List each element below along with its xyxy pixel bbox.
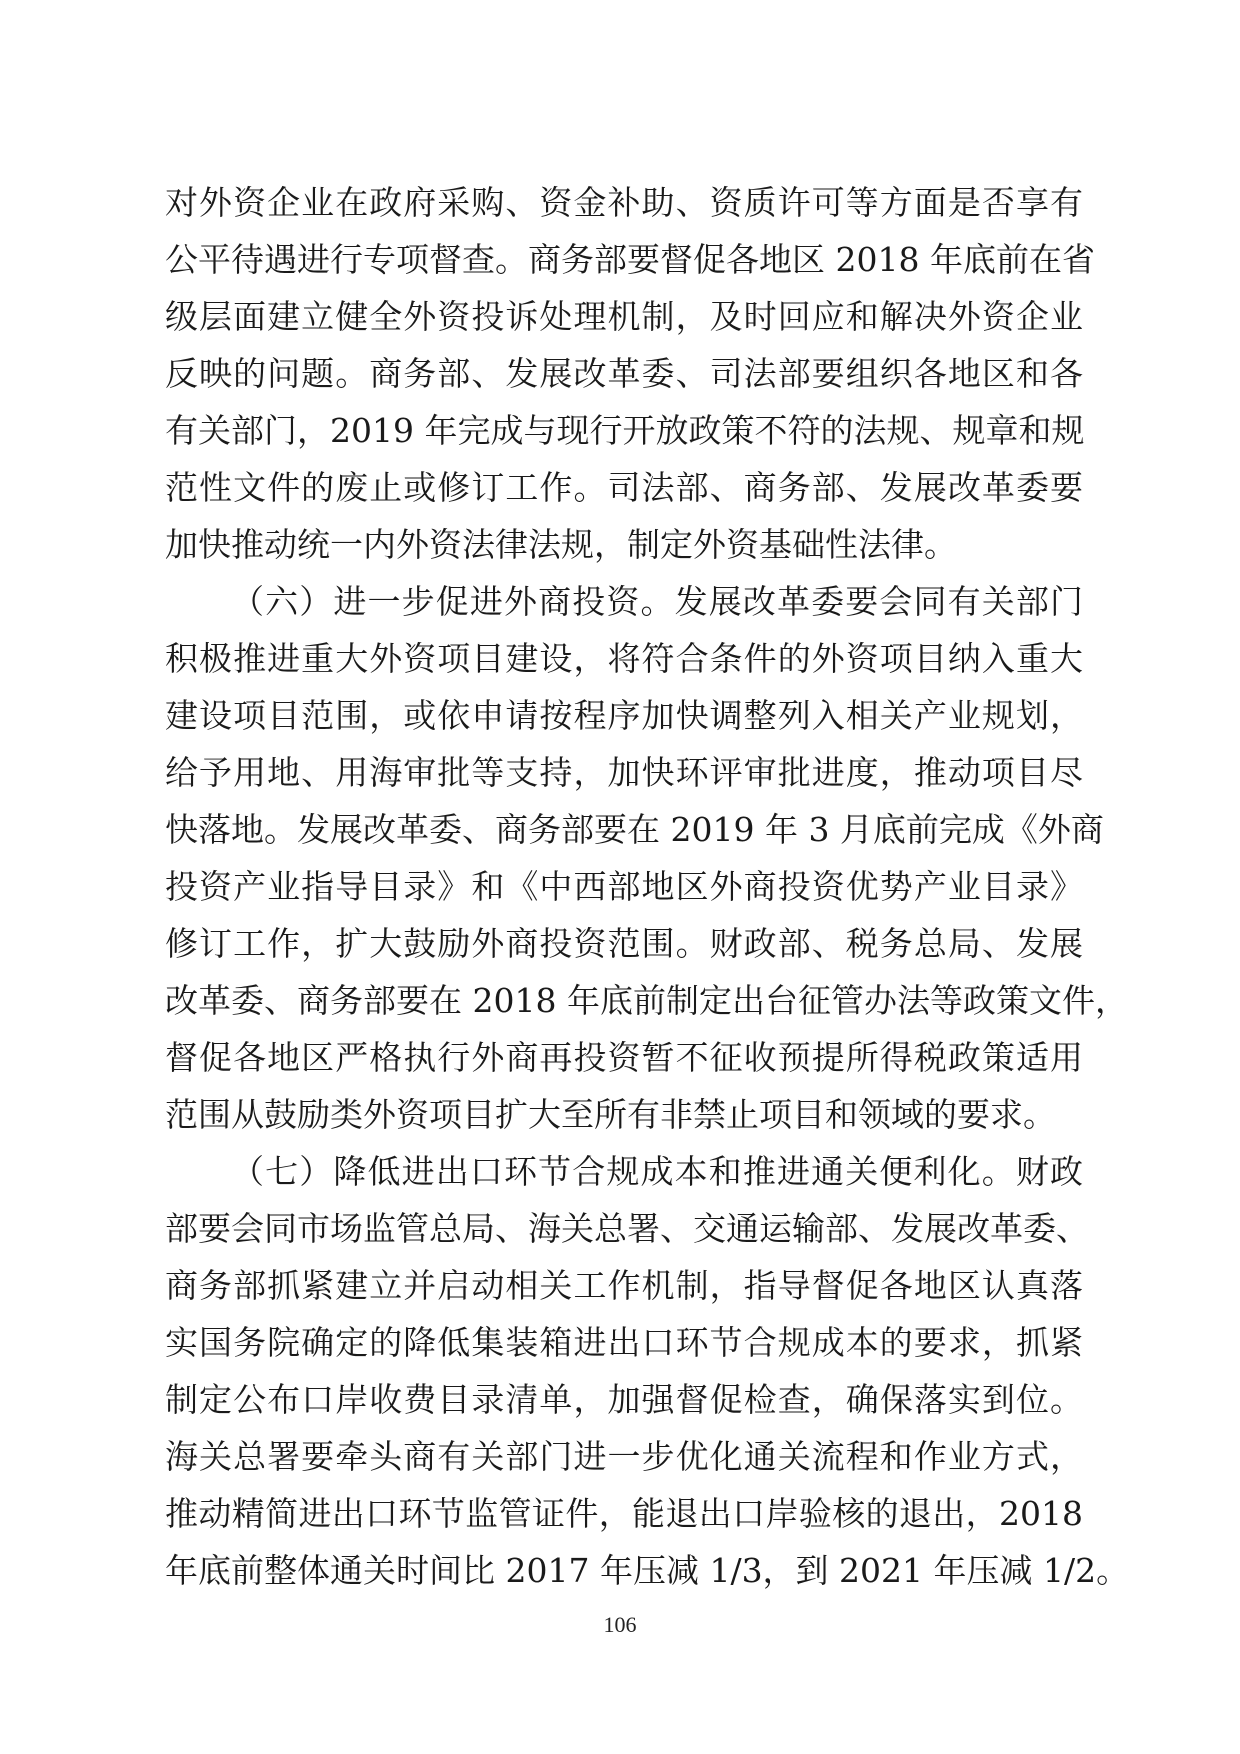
text-line: 修订工作，扩大鼓励外商投资范围。财政部、税务总局、发展 [165,924,1083,963]
text-line: 部要会同市场监管总局、海关总署、交通运输部、发展改革委、 [165,1209,1089,1248]
text-line: 对外资企业在政府采购、资金补助、资质许可等方面是否享有 [165,183,1083,222]
text-line: 给予用地、用海审批等支持，加快环评审批进度，推动项目尽 [165,753,1083,792]
text-line: 范围从鼓励类外资项目扩大至所有非禁止项目和领域的要求。 [165,1095,1056,1134]
text-line: 海关总署要牵头商有关部门进一步优化通关流程和作业方式， [165,1437,1083,1476]
text-line: 反映的问题。商务部、发展改革委、司法部要组织各地区和各 [165,354,1083,393]
text-line: 投资产业指导目录》和《中西部地区外商投资优势产业目录》 [165,867,1083,906]
text-line: 公平待遇进行专项督查。商务部要督促各地区 2018 年底前在省 [165,240,1095,279]
text-line: （七）降低进出口环节合规成本和推进通关便利化。财政 [231,1152,1083,1191]
text-line: 督促各地区严格执行外商再投资暂不征收预提所得税政策适用 [165,1038,1083,1077]
text-line: 快落地。发展改革委、商务部要在 2019 年 3 月底前完成《外商 [165,810,1104,849]
text-line: 实国务院确定的降低集装箱进出口环节合规成本的要求，抓紧 [165,1323,1083,1362]
text-line: 积极推进重大外资项目建设，将符合条件的外资项目纳入重大 [165,639,1083,678]
text-line: 加快推动统一内外资法律法规，制定外资基础性法律。 [165,525,957,564]
text-line: 范性文件的废止或修订工作。司法部、商务部、发展改革委要 [165,468,1083,507]
page-number: 106 [603,1612,637,1637]
text-line: 建设项目范围，或依申请按程序加快调整列入相关产业规划， [165,696,1083,735]
text-line: 级层面建立健全外资投诉处理机制，及时回应和解决外资企业 [165,297,1083,336]
text-line: 制定公布口岸收费目录清单，加强督促检查，确保落实到位。 [165,1380,1083,1419]
text-line: 有关部门，2019 年完成与现行开放政策不符的法规、规章和规 [165,411,1085,450]
text-line: （六）进一步促进外商投资。发展改革委要会同有关部门 [231,582,1083,621]
body-text [165,174,1130,1599]
text-line: 推动精简进出口环节监管证件，能退出口岸验核的退出，2018 [165,1494,1083,1533]
text-line: 年底前整体通关时间比 2017 年压减 1/3，到 2021 年压减 1/2。 [165,1551,1130,1590]
text-line: 商务部抓紧建立并启动相关工作机制，指导督促各地区认真落 [165,1266,1083,1305]
text-line: 改革委、商务部要在 2018 年底前制定出台征管办法等政策文件， [165,981,1128,1020]
